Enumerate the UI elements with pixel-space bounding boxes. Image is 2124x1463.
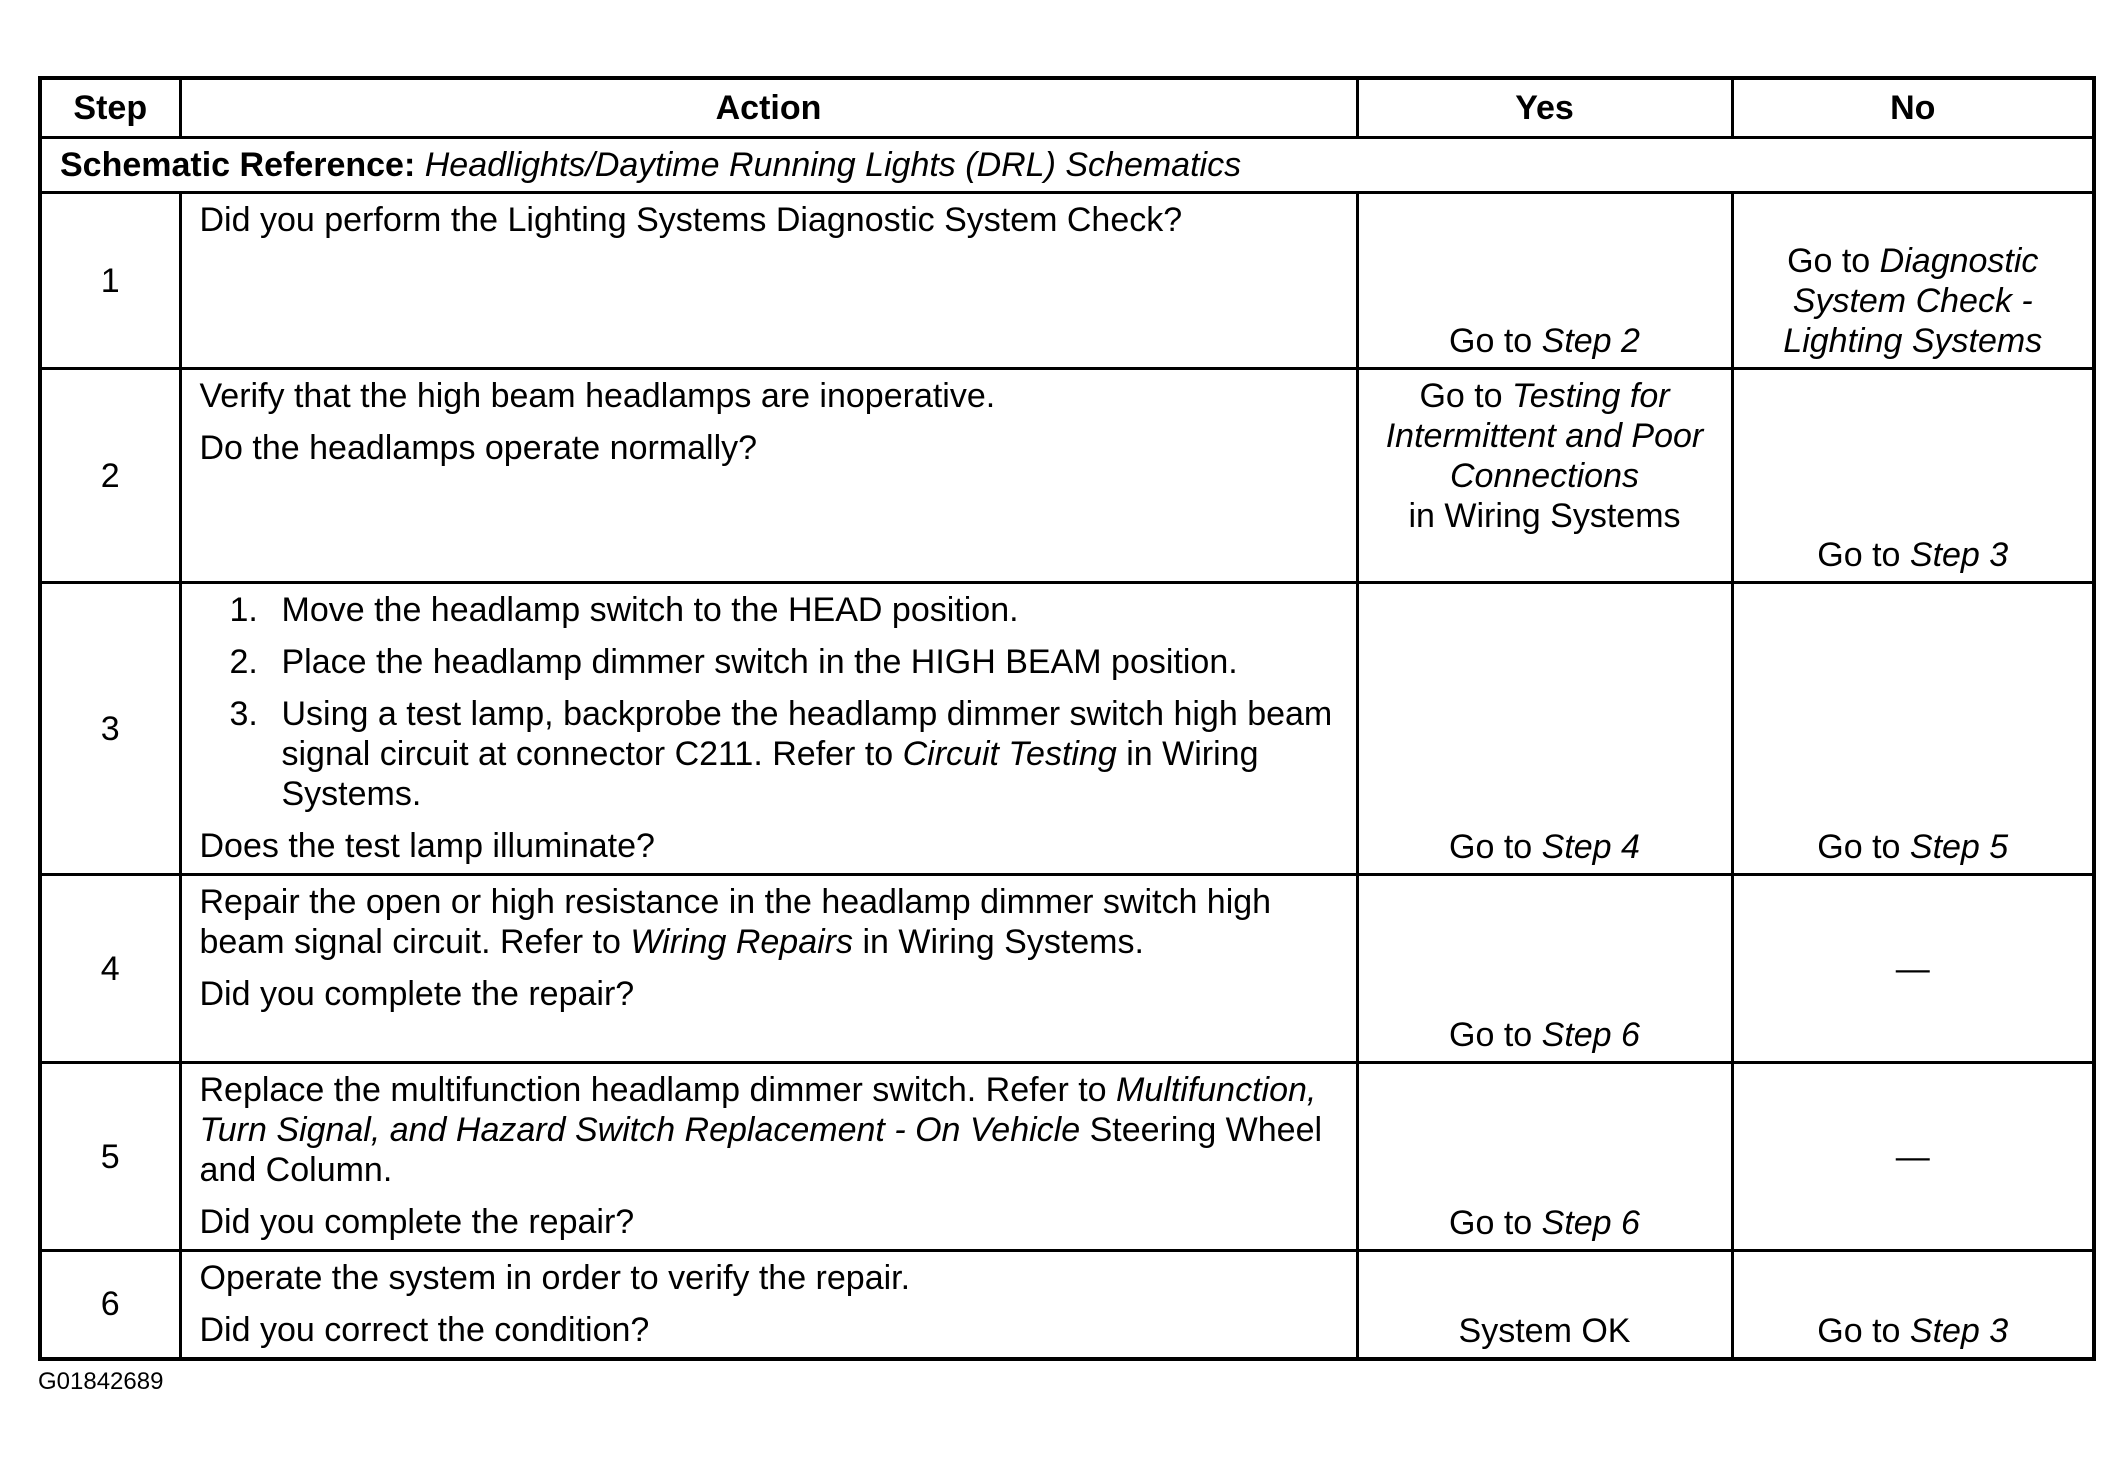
- action-cell: [180, 1063, 1357, 1251]
- item-suffix: in Wiring Systems.: [281, 735, 1259, 813]
- item-ref: Circuit Testing: [902, 735, 1117, 773]
- yes-ref: Step 6: [1541, 1016, 1640, 1054]
- no-cell: [1732, 1251, 2094, 1359]
- list-item: [200, 694, 1338, 814]
- yes-cell: [1357, 369, 1732, 583]
- action-ref: Multifunction, Turn Signal, and Hazard Switch Replacement - On Vehicle: [199, 1071, 1317, 1149]
- item-text: Move the headlamp switch to the HEAD position.: [281, 591, 1019, 629]
- schematic-value: Headlights/Daytime Running Lights (DRL) Schematics: [424, 146, 1242, 184]
- no-cell: —: [1732, 1063, 2094, 1251]
- header-yes: Yes: [1357, 78, 1732, 138]
- no-prefix: Go to: [1787, 242, 1880, 280]
- no-cell: [1732, 193, 2094, 369]
- action-question: Did you correct the condition?: [199, 1311, 650, 1349]
- item-number: 1.: [229, 591, 258, 629]
- step-number: 4: [40, 875, 180, 1063]
- no-ref: Step 3: [1909, 1311, 2009, 1350]
- item-number: 2.: [229, 643, 258, 681]
- no-prefix: Go to: [1817, 828, 1910, 866]
- action-text: Operate the system in order to verify the repair.: [199, 1259, 911, 1297]
- yes-ref: Testing for Intermittent and Poor Connections: [1385, 377, 1704, 495]
- action-body: Repair the open or high resistance in the headlamp dimmer switch high beam signal circuit. Refer to: [199, 883, 1272, 961]
- action-ref: Wiring Repairs: [630, 923, 853, 961]
- item-number: 3.: [229, 695, 258, 733]
- action-suffix: in Wiring Systems.: [853, 923, 1144, 961]
- table-row: [40, 583, 2094, 875]
- yes-ref: Step 4: [1541, 828, 1640, 866]
- no-prefix: Go to: [1817, 1311, 1910, 1350]
- step-number: 5: [40, 1063, 180, 1251]
- no-cell: [1732, 583, 2094, 875]
- action-question: Do the headlamps operate normally?: [199, 429, 758, 467]
- action-cell: [180, 369, 1357, 583]
- action-text: Did you perform the Lighting Systems Diagnostic System Check?: [199, 201, 1183, 239]
- no-cell: —: [1732, 875, 2094, 1063]
- yes-ref: Step 6: [1541, 1204, 1640, 1242]
- no-ref: Diagnostic System Check - Lighting Systems: [1783, 242, 2043, 360]
- list-item: [200, 590, 1338, 630]
- yes-prefix: Go to: [1449, 1204, 1542, 1242]
- yes-ref: Step 2: [1541, 322, 1640, 360]
- header-no: No: [1732, 78, 2094, 138]
- action-body: Replace the multifunction headlamp dimmer switch. Refer to: [199, 1071, 1117, 1109]
- header-action: Action: [180, 78, 1357, 138]
- schematic-reference: [40, 138, 2094, 193]
- action-question: Did you complete the repair?: [199, 975, 635, 1013]
- action-cell: [180, 583, 1357, 875]
- action-suffix: Steering Wheel and Column.: [199, 1111, 1323, 1189]
- diagnostic-table: [38, 76, 2096, 1361]
- table-row: [40, 193, 2094, 369]
- action-question: Did you complete the repair?: [199, 1203, 635, 1241]
- action-cell: [180, 193, 1357, 369]
- action-cell: [180, 875, 1357, 1063]
- item-text: Using a test lamp, backprobe the headlamp dimmer switch high beam signal circuit at connector C211. Refer to: [281, 695, 1333, 773]
- yes-cell: [1357, 875, 1732, 1063]
- table-row: [40, 875, 2094, 1063]
- action-cell: [180, 1251, 1357, 1359]
- table-row: [40, 1251, 2094, 1359]
- yes-prefix: Go to: [1449, 1016, 1542, 1054]
- action-text: Verify that the high beam headlamps are inoperative.: [199, 377, 996, 415]
- table-row: [40, 369, 2094, 583]
- action-text: [200, 882, 1338, 962]
- step-number: 3: [40, 583, 180, 875]
- action-text: [200, 1070, 1338, 1190]
- yes-suffix: in Wiring Systems: [1408, 497, 1681, 535]
- yes-cell: [1357, 193, 1732, 369]
- step-number: 6: [40, 1251, 180, 1359]
- yes-prefix: Go to: [1449, 828, 1542, 866]
- step-number: 2: [40, 369, 180, 583]
- list-item: [200, 642, 1338, 682]
- item-text: Place the headlamp dimmer switch in the HIGH BEAM position.: [281, 643, 1238, 681]
- figure-id: G01842689: [38, 1368, 164, 1395]
- yes-prefix: Go to: [1449, 322, 1542, 360]
- action-steps-list: [200, 590, 1338, 814]
- yes-cell: [1357, 1063, 1732, 1251]
- yes-cell: System OK: [1357, 1251, 1732, 1359]
- no-ref: Step 5: [1909, 828, 2009, 866]
- header-row: [40, 78, 2094, 138]
- no-prefix: Go to: [1817, 536, 1910, 574]
- step-number: 1: [40, 193, 180, 369]
- table-row: [40, 1063, 2094, 1251]
- yes-prefix: Go to: [1419, 377, 1513, 415]
- schematic-row: [40, 138, 2094, 193]
- schematic-label: Schematic Reference:: [60, 146, 416, 184]
- no-ref: Step 3: [1909, 536, 2009, 574]
- header-step: Step: [40, 78, 180, 138]
- yes-cell: [1357, 583, 1732, 875]
- action-question: Does the test lamp illuminate?: [199, 827, 655, 865]
- no-cell: [1732, 369, 2094, 583]
